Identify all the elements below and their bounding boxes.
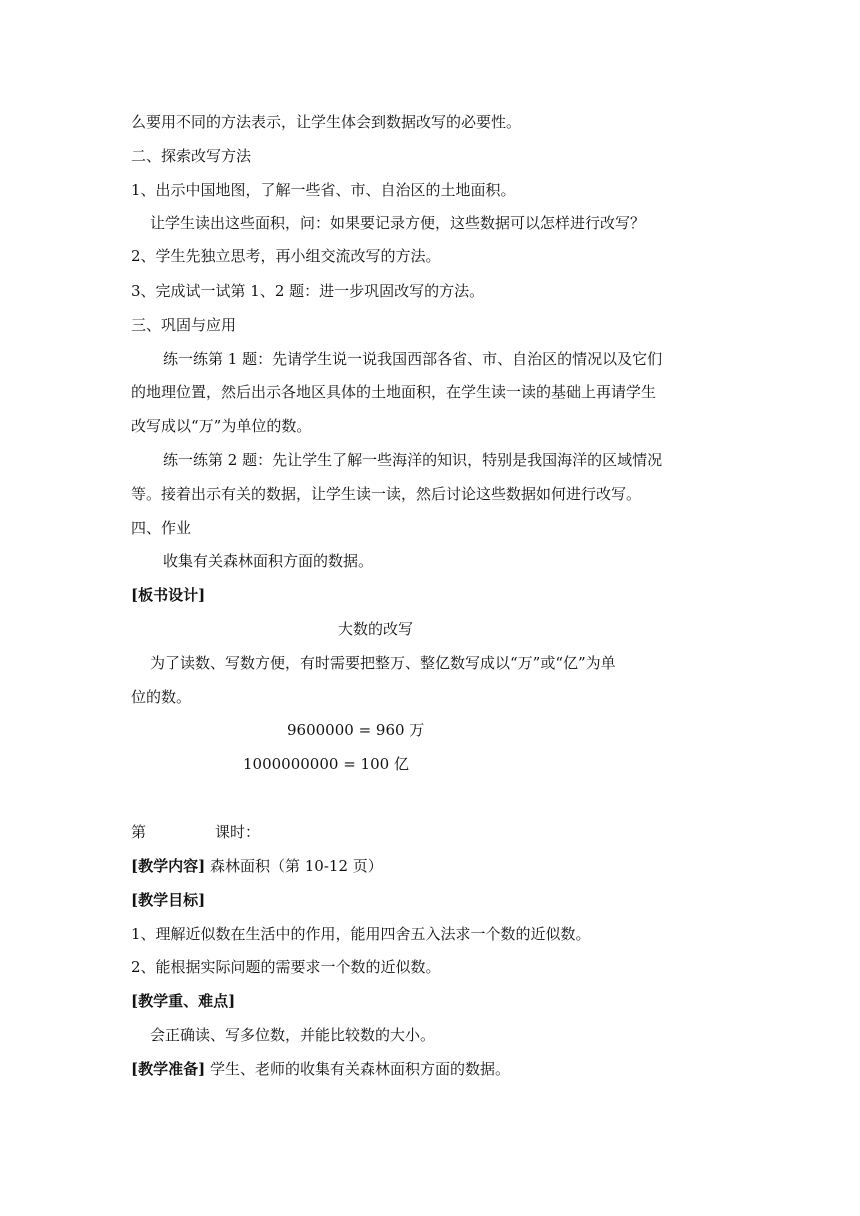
exercise-2-line-2: 等。接着出示有关的数据，让学生读一读，然后讨论这些数据如何进行改写。 — [131, 485, 642, 503]
step-1-detail: 让学生读出这些面积，问：如果要记录方便，这些数据可以怎样进行改写？ — [150, 214, 646, 232]
equation-wan: 9600000 = 960 万 — [287, 721, 425, 739]
paragraph-line: 么要用不同的方法表示，让学生体会到数据改写的必要性。 — [131, 113, 522, 131]
section-heading-homework: 四、作业 — [131, 519, 192, 537]
lesson-number-label: 第 — [131, 823, 147, 841]
equation-yi: 1000000000 = 100 亿 — [243, 755, 409, 773]
homework-text: 收集有关森林面积方面的数据。 — [163, 552, 374, 570]
teaching-preparation-label: [教学准备] — [131, 1060, 206, 1078]
teaching-preparation-line — [131, 1059, 510, 1079]
teaching-content-line — [131, 856, 383, 876]
goal-1: 1、理解近似数在生活中的作用，能用四舍五入法求一个数的近似数。 — [131, 925, 591, 943]
board-design-label: [板书设计] — [131, 586, 206, 604]
teaching-goals-label: [教学目标] — [131, 891, 206, 909]
teaching-content-label: [教学内容] — [131, 857, 206, 875]
board-text-line-1: 为了读数、写数方便，有时需要把整万、整亿数写成以“万”或“亿”为单 — [150, 654, 616, 672]
section-heading-practice: 三、巩固与应用 — [131, 316, 237, 334]
exercise-1-line-2: 的地理位置，然后出示各地区具体的土地面积，在学生读一读的基础上再请学生 — [131, 383, 657, 401]
exercise-1-line-3: 改写成以“万”为单位的数。 — [131, 417, 312, 435]
key-points-text: 会正确读、写多位数，并能比较数的大小。 — [150, 1026, 436, 1044]
section-heading-explore: 二、探索改写方法 — [131, 147, 252, 165]
exercise-2-line-1: 练一练第 2 题：先让学生了解一些海洋的知识，特别是我国海洋的区域情况 — [163, 451, 663, 469]
step-2: 2、学生先独立思考，再小组交流改写的方法。 — [131, 247, 441, 265]
board-title: 大数的改写 — [338, 620, 414, 638]
lesson-period-label: 课时： — [215, 823, 261, 841]
step-1: 1、出示中国地图，了解一些省、市、自治区的土地面积。 — [131, 181, 516, 199]
exercise-1-line-1: 练一练第 1 题：先请学生说一说我国西部各省、市、自治区的情况以及它们 — [163, 350, 663, 368]
board-text-line-2: 位的数。 — [131, 688, 192, 706]
step-3: 3、完成试一试第 1、2 题：进一步巩固改写的方法。 — [131, 282, 485, 300]
teaching-preparation-text: 学生、老师的收集有关森林面积方面的数据。 — [205, 1060, 510, 1078]
goal-2: 2、能根据实际问题的需要求一个数的近似数。 — [131, 958, 441, 976]
teaching-content-text: 森林面积（第 10-12 页） — [205, 857, 383, 875]
key-difficult-points-label: [教学重、难点] — [131, 992, 236, 1010]
